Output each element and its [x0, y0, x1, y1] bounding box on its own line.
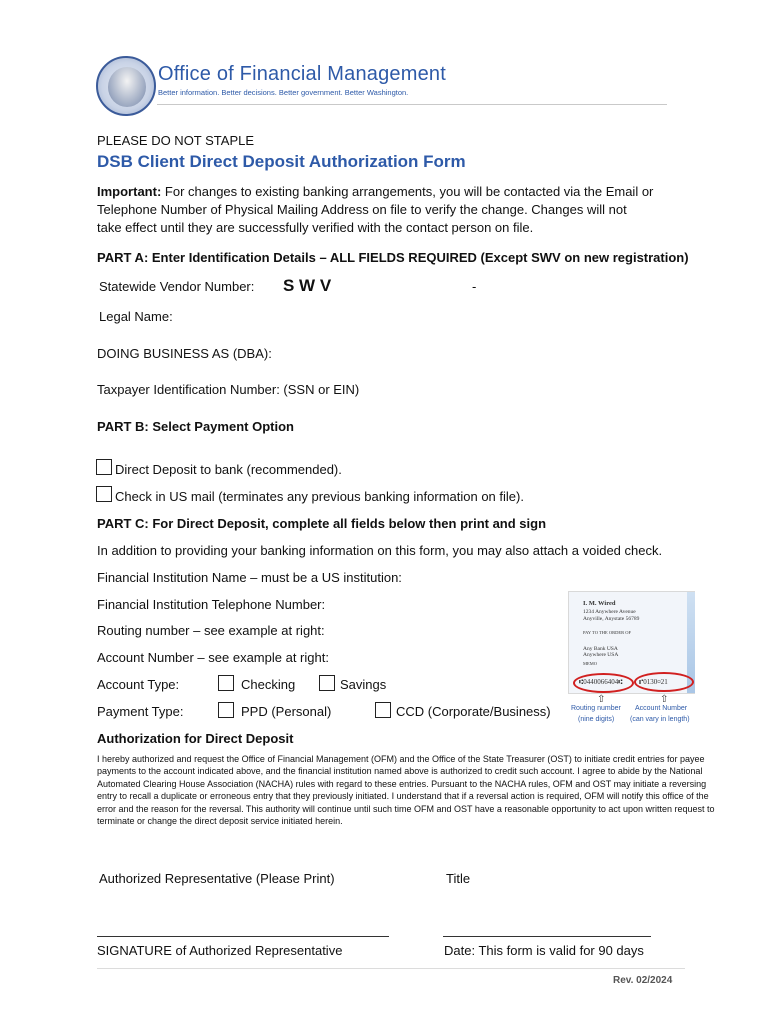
account-arrow-icon: ⇧ [660, 694, 669, 705]
ccd-label: CCD (Corporate/Business) [396, 704, 551, 719]
dba-label: DOING BUSINESS AS (DBA): [97, 346, 272, 361]
part-a-header: PART A: Enter Identification Details – ALL FIELDS REQUIRED (Except SWV on new registration) [97, 250, 689, 265]
routing-highlight-oval [573, 673, 634, 693]
header-divider [157, 104, 667, 105]
savings-checkbox[interactable] [319, 675, 335, 691]
footer-divider [97, 968, 685, 969]
part-c-header: PART C: For Direct Deposit, complete all fields below then print and sign [97, 516, 547, 531]
rep-print-label: Authorized Representative (Please Print) [99, 871, 335, 886]
legal-name-label: Legal Name: [99, 309, 173, 324]
swv-prefix: S W V [283, 276, 332, 295]
check-routing-micr: ⑆0440066404⑆ [579, 678, 623, 686]
swv-dash: - [472, 279, 477, 294]
payment-type-label: Payment Type: [97, 704, 184, 719]
check-mail-checkbox[interactable] [96, 486, 112, 502]
signature-line [97, 936, 389, 937]
important-line-3: take effect until they are successfully verified with the contact person on file. [97, 220, 534, 235]
authorization-header: Authorization for Direct Deposit [97, 731, 294, 746]
check-address-2: Anyville, Anystate 56789 [583, 616, 640, 622]
org-tagline: Better information. Better decisions. Better government. Better Washington. [158, 88, 409, 97]
authorization-text: I hereby authorized and request the Office of Financial Management (OFM) and the Office of the State Treasurer (OST) to initiate credit entries for payee payments to the account indicated above, and the financial institution named above is authorized to credit such account. I agree to abide by the National Automated Clearing House Association (NACHA) rules with regard to these entries. Pursuant to the NACHA rules, OFM and OST may initiate a reversing entry to recall a duplicate or erroneous entry that they previously initiated. I understand that if a reversal action is required, OFM will notify this office of the error and the reason for the reversal. This authority will continue until such time OFM and OST have a reasonable opportunity to act upon written request to terminate or change the direct deposit service initiated herein. [97, 754, 715, 827]
do-not-staple-notice: PLEASE DO NOT STAPLE [97, 133, 255, 148]
savings-label: Savings [340, 677, 387, 692]
signature-label: SIGNATURE of Authorized Representative [97, 943, 343, 958]
check-name: I. M. Wired [583, 600, 616, 607]
direct-deposit-checkbox[interactable] [96, 459, 112, 475]
important-text-1: For changes to existing banking arrangements, you will be contacted via the Email or [161, 184, 654, 199]
account-caption-length: (can vary in length) [630, 716, 690, 723]
checking-label: Checking [241, 677, 296, 692]
account-highlight-oval [634, 672, 694, 692]
washington-state-seal-logo [96, 56, 156, 116]
ppd-checkbox[interactable] [218, 702, 234, 718]
important-line-2: Telephone Number of Physical Mailing Address on file to verify the change. Changes will not [97, 202, 627, 217]
part-c-intro: In addition to providing your banking information on this form, you may also attach a voided check. [97, 543, 663, 558]
swv-label: Statewide Vendor Number: [99, 279, 255, 294]
tin-label: Taxpayer Identification Number: (SSN or EIN) [97, 382, 360, 397]
account-caption: Account Number [635, 705, 688, 712]
date-line [443, 936, 651, 937]
ppd-label: PPD (Personal) [241, 704, 332, 719]
routing-arrow-icon: ⇧ [597, 694, 606, 705]
ccd-checkbox[interactable] [375, 702, 391, 718]
title-label: Title [446, 871, 471, 886]
direct-deposit-label: Direct Deposit to bank (recommended). [115, 462, 342, 477]
check-address-1: 1234 Anywhere Avenue [583, 609, 636, 615]
fi-name-label: Financial Institution Name – must be a US institution: [97, 570, 402, 585]
revision-date: Rev. 02/2024 [613, 975, 673, 986]
checking-checkbox[interactable] [218, 675, 234, 691]
part-b-header: PART B: Select Payment Option [97, 419, 294, 434]
check-bank-2: Anywhere USA [583, 652, 619, 658]
form-title: DSB Client Direct Deposit Authorization Form [97, 152, 466, 171]
check-mail-label: Check in US mail (terminates any previous banking information on file). [115, 489, 524, 504]
routing-label: Routing number – see example at right: [97, 623, 325, 638]
check-account-micr: ⑈0130¤21 [639, 678, 668, 686]
org-name: Office of Financial Management [158, 63, 447, 85]
check-pay-to: PAY TO THE ORDER OF [583, 630, 632, 635]
important-label: Important: [97, 184, 162, 199]
date-label: Date: This form is valid for 90 days [444, 943, 644, 958]
important-line-1 [97, 184, 653, 199]
fi-phone-label: Financial Institution Telephone Number: [97, 597, 326, 612]
check-bank-1: Any Bank USA [583, 646, 618, 652]
check-memo: MEMO [583, 661, 598, 666]
routing-caption-digits: (nine digits) [578, 716, 615, 723]
account-type-label: Account Type: [97, 677, 180, 692]
routing-caption: Routing number [571, 705, 621, 712]
account-number-label: Account Number – see example at right: [97, 650, 329, 665]
